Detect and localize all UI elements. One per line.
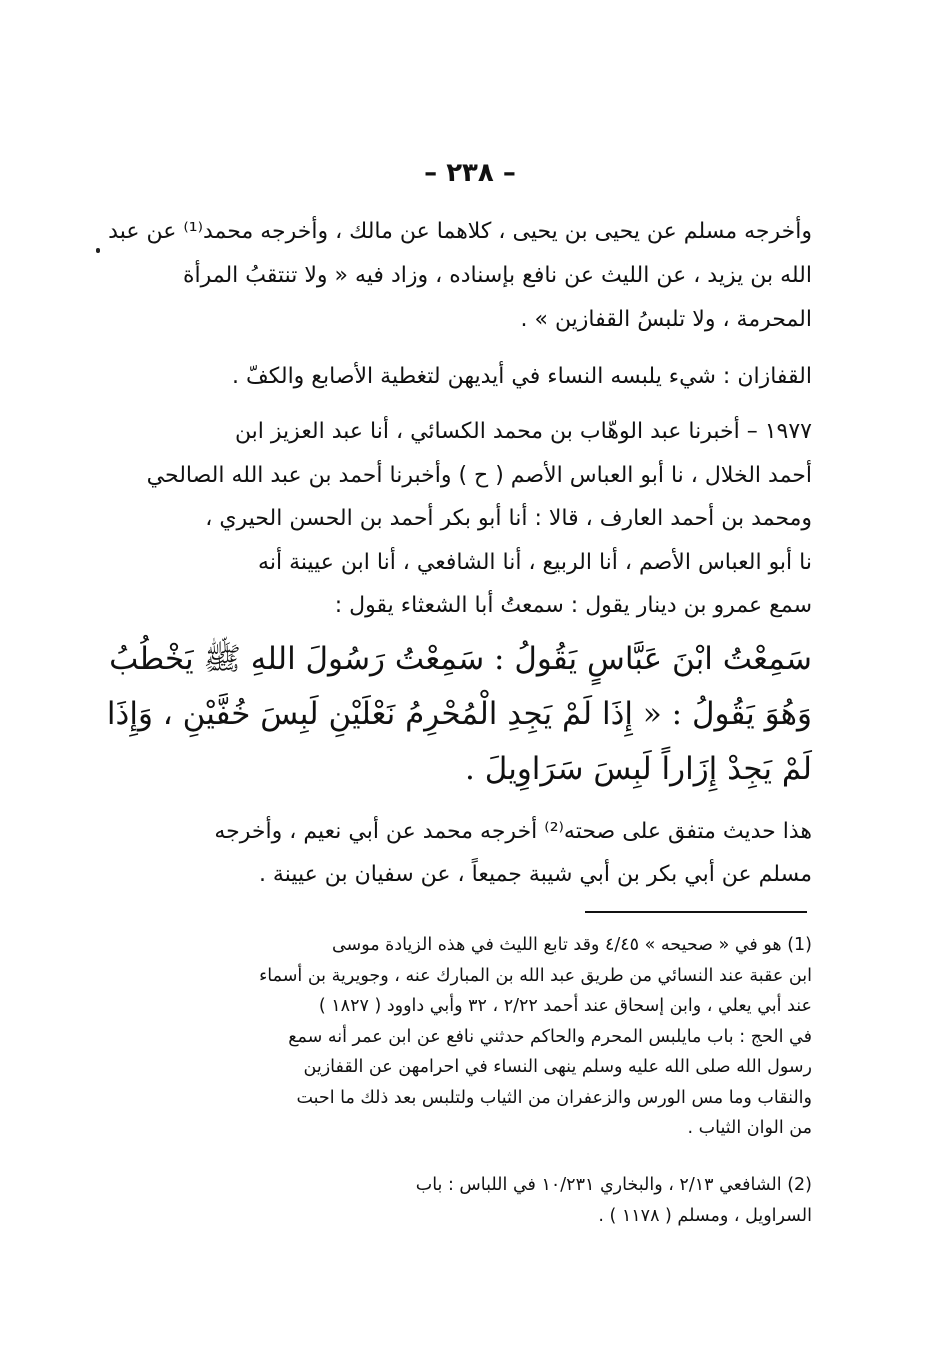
paragraph-takhrij (108, 210, 812, 342)
text-line: هذا حديث متفق على صحته⁽²⁾ أخرجه محمد عن أبي نعيم ، وأخرجه (214, 819, 812, 844)
text-line: وأخرجه مسلم عن يحيى بن يحيى ، كلاهما عن مالك ، وأخرجه محمد⁽¹⁾ عن عبد (108, 219, 812, 244)
text-line: سمع عمرو بن دينار يقول : سمعتُ أبا الشعثاء يقول : (334, 593, 812, 618)
paragraph-definition (130, 355, 812, 399)
footnote-line: رسول الله صلى الله عليه وسلم ينهى النساء في احرامهن عن القفازين (303, 1057, 812, 1077)
paragraph-grading (130, 810, 812, 896)
text-line: لَمْ يَجِدْ إِزَاراً لَبِسَ سَرَاوِيلَ . (465, 751, 812, 787)
footnote-1 (130, 930, 812, 1144)
footnote-2 (130, 1170, 812, 1231)
footnote-separator (585, 911, 807, 913)
footnote-line: (1) هو في « صحيحه » ٤/٤٥ وقد تابع الليث في هذه الزيادة موسى (331, 935, 812, 955)
footnote-line: من الوان الثياب . (687, 1118, 812, 1138)
footnote-line: عند أبي يعلي ، وابن إسحاق عند أحمد ٢/٢٢ ، ٣٢ وأبي داوود ( ١٨٢٧ ) (318, 996, 812, 1016)
text-line: وَهُوَ يَقُولُ : « إِذَا لَمْ يَجِدِ الْمُحْرِمُ نَعْلَيْنِ لَبِسَ خُفَّيْنِ ، وَإِذَا (106, 696, 812, 732)
footnote-line: في الحج : باب مايلبس المحرم والحاكم حدثني نافع عن ابن عمر أنه سمع (288, 1026, 812, 1047)
footnote-line: والنقاب وما مس الورس والزعفران من الثياب ولتلبس بعد ذلك ما احبت (296, 1087, 812, 1108)
footnote-line: (2) الشافعي ٢/١٣ ، والبخاري ١٠/٢٣١ في اللباس : باب (415, 1175, 812, 1195)
footnote-line: ابن عقبة عند النسائي من طريق عبد الله بن المبارك عنه ، وجويرية بن أسماء (259, 965, 812, 986)
hadith-matn (106, 632, 812, 797)
text-line: أحمد الخلال ، نا أبو العباس الأصم ( ح ) وأخبرنا أحمد بن عبد الله الصالحي (146, 462, 812, 488)
text-line: ومحمد بن أحمد العارف ، قالا : أنا أبو بكر أحمد بن الحسن الحيري ، (205, 506, 812, 531)
text-line: المحرمة ، ولا تلبسُ القفازين » . (520, 307, 812, 332)
text-line: ١٩٧٧ – أخبرنا عبد الوهّاب بن محمد الكسائي ، أنا عبد العزيز ابن (234, 419, 812, 444)
text-line: نا أبو العباس الأصم ، أنا الربيع ، أنا الشافعي ، أنا ابن عيينة أنه (258, 549, 812, 575)
margin-speck (96, 248, 100, 253)
text-line: مسلم عن أبي بكر بن أبي شيبة جميعاً ، عن سفيان بن عيينة . (258, 862, 812, 887)
footnote-line: السراويل ، ومسلم ( ١١٧٨ ) . (598, 1205, 812, 1226)
text-line: الله بن يزيد ، عن الليث عن نافع بإسناده ، وزاد فيه « ولا تنتقبُ المرأة (182, 263, 812, 288)
text-line: القفازان : شيء يلبسه النساء في أيديهن لتغطية الأصابع والكفّ . (231, 364, 812, 389)
page-number: – ٢٣٨ – (424, 158, 516, 188)
text-line: سَمِعْتُ ابْنَ عَبَّاسٍ يَقُولُ : سَمِعْتُ رَسُولَ اللهِ ﷺ يَخْطُبُ (109, 641, 812, 677)
paragraph-isnad (130, 410, 812, 628)
